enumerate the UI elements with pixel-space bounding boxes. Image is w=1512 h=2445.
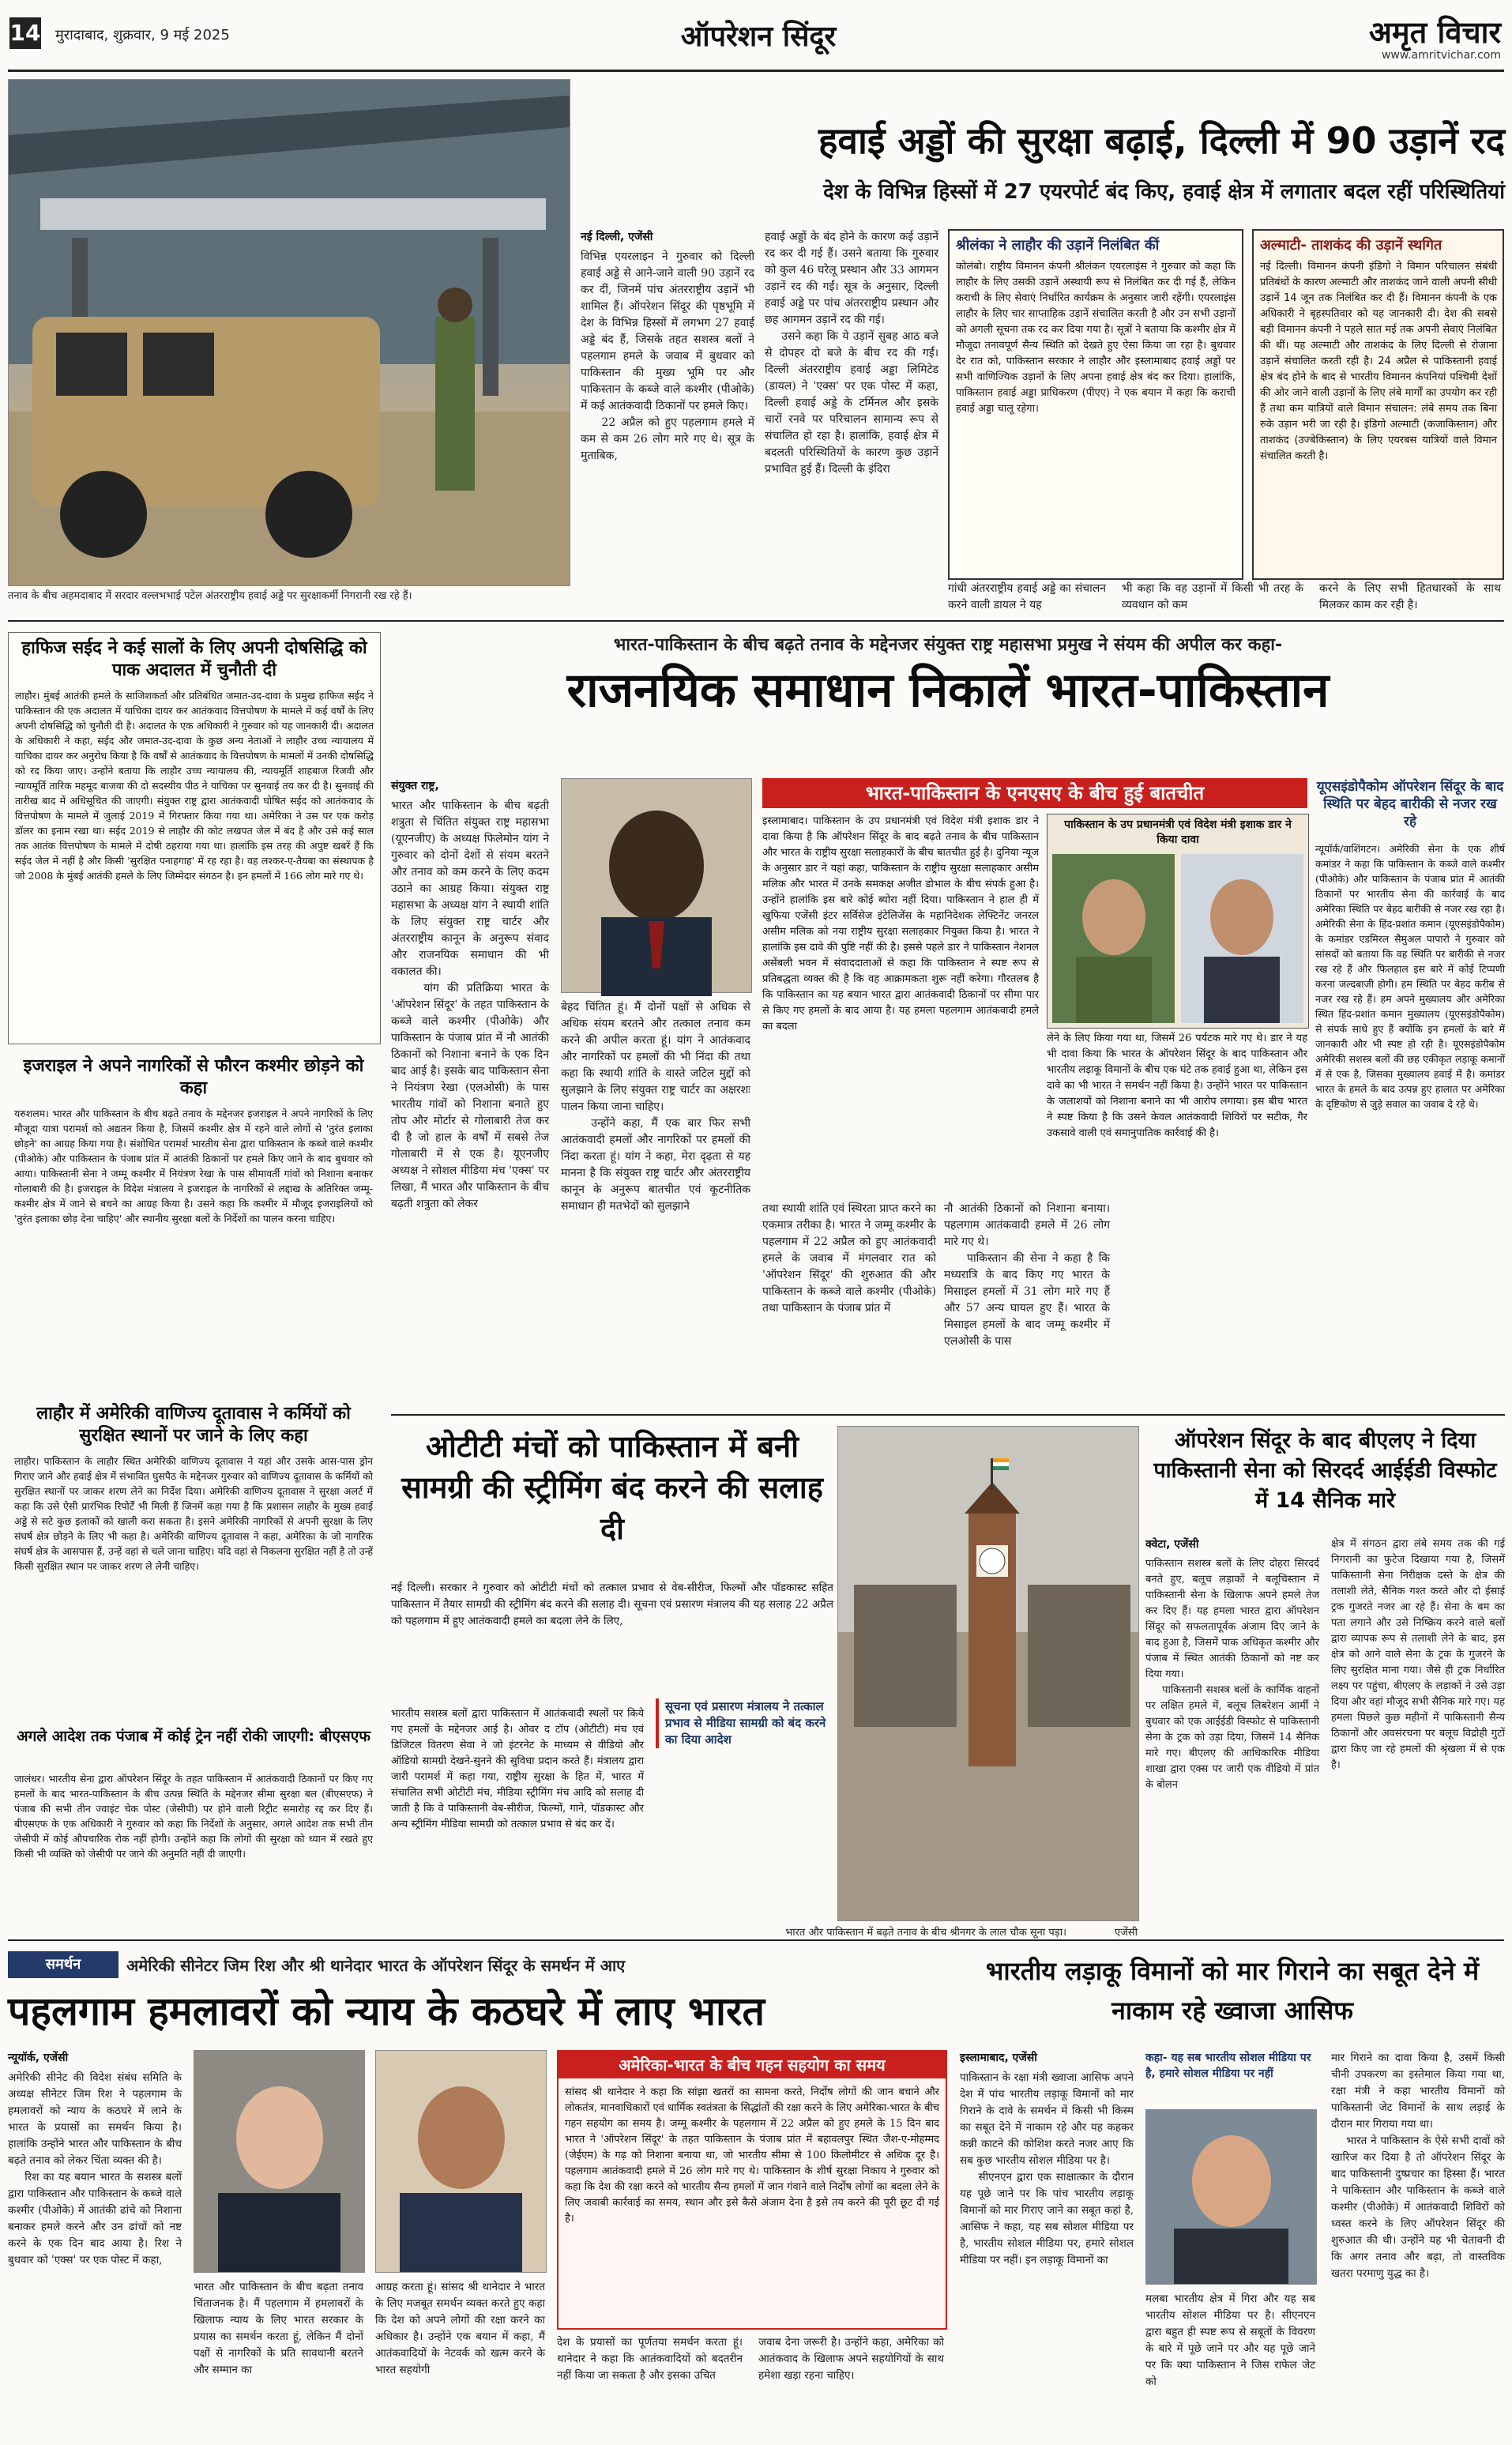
airports-col4: भी कहा कि वह उड़ानों में किसी भी तरह के व्यवधान को कम [1122, 582, 1307, 611]
nsa-photo-box [1047, 814, 1309, 1029]
header-rule [8, 70, 1504, 72]
support-headline: पहलगाम हमलावरों को न्याय के कठघरे में लाए भारत [8, 1988, 765, 2034]
support-kicker: अमेरिकी सीनेटर जिम रिश और श्री थानेदार भारत के ऑपरेशन सिंदूर के समर्थन में आए [126, 1956, 626, 1975]
airports-col1: विभिन्न एयरलाइन ने गुरुवार को दिल्ली हवाई अड्डे से आने-जाने वाली 90 उड़ानें रद कर दीं, जिनमें पांच अंतरराष्ट्रीय उड़ानें भी शामिल हैं। ऑपरेशन सिंदूर की पृष्ठभूमि में देश के विभिन्न हिस्सों में लगभग 27 हवाई अड्डे बंद हैं, जिसके तहत सशस्त्र बलों ने पहलगाम हमले के जवाब में बुधवार को पाकिस्तान की मुख्य भूमि पर और पाकिस्तान के कब्जे वाले कश्मीर (पीओके) में कई आतंकवादी ठिकानों पर हमले किए। 22 अप्रैल को हुए पहलगाम हमले में कम से कम 26 लोग मारे गए थे। सूत्र के मुताबिक, [581, 250, 754, 462]
punjab-trains-story [8, 1722, 379, 1920]
khawaja-col1: पाकिस्तान के रक्षा मंत्री ख्वाजा आसिफ अपने देश में पांच भारतीय लड़ाकू विमानों को मार गिराने के दावे के समर्थन में किसी भी किस्म का सबूत देने में नाकाम रहे और यह कहकर कन्नी काटने की कोशिश करते नजर आए कि सब कुछ भारतीय सोशल मीडिया पर है। सीएनएन द्वारा एक साक्षात्कार के दौरान यह पूछे जाने पर कि पांच भारतीय लड़ाकू विमानों को मार गिराए जाने का सबूत कहां है, आसिफ ने कहा, यह सब सोशल मीडिया पर है, भारतीय सोशल मीडिया पर, हमारे सोशल मीडिया पर नहीं। इन लड़ाकू विमानों का [960, 2071, 1134, 2266]
support-col1: अमेरिकी सीनेट की विदेश संबंध समिति के अध्यक्ष सीनेटर जिम रिश ने पहलगाम के हमलावरों को न्याय के कठघरे में लाने के भारत के प्रयासों का समर्थन किया है। हालांकि उन्होंने भारत और पाकिस्तान के बीच बढ़ते तनाव को लेकर चिंता व्यक्त की है। रिश का यह बयान भारत के सशस्त्र बलों द्वारा पाकिस्तान और पाकिस्तान के कब्जे वाले कश्मीर (पीओके) में आतंकी ढांचे को निशाना बनाकर हमले करने और उन ढांचों को नष्ट करने के एक दिन बाद आया है। रिश ने बुधवार को 'एक्स' पर एक पोस्ट में कहा, [8, 2071, 182, 2266]
un-col2: बेहद चिंतित हूं। मैं दोनों पक्षों से अधिक से अधिक संयम बरतने और तत्काल तनाव कम करने की अपील करता हूं। यांग ने आतंकवाद और नागरिकों पर हमलों की भी निंदा की तथा कहा कि स्थायी शांति के वास्ते जटिल मुद्दों को सुलझाने के लिए संयुक्त राष्ट्र चार्टर का अक्षरशः पालन किया जाना चाहिए। उन्होंने कहा, मैं एक बार फिर सभी आतंकवादी हमलों और नागरिकों पर हमलों की निंदा करता हूं। यांग ने कहा, मेरा दृढ़ता से यह मानना है कि संयुक्त राष्ट्र चार्टर और अंतरराष्ट्रीय कानून के अनुरूप बातचीत एवं कूटनीतिक समाधान ही मतभेदों को सुलझाने [561, 1001, 750, 1213]
page-number: 14 [9, 17, 41, 49]
srilanka-box [948, 229, 1243, 580]
israel-headline: इजराइल ने अपने नागरिकों से फौरन कश्मीर छोड़ने को कहा [23, 1056, 364, 1098]
israel-story [8, 1051, 379, 1390]
almaty-box [1252, 229, 1504, 580]
un-col3: तथा स्थायी शांति एवं स्थिरता प्राप्त करने का एकमात्र तरीका है। भारत ने जम्मू कश्मीर के पहलगाम में 22 अप्रैल को हुए आतंकवादी हमले के जवाब में मंगलवार रात को 'ऑपरेशन सिंदूर' की शुरुआत की और पाकिस्तान के कब्जे वाले कश्मीर (पीओके) तथा पाकिस्तान के पंजाब प्रांत में [762, 1202, 940, 1315]
divider-1 [8, 620, 1504, 622]
section-title: ऑपरेशन सिंदूर [680, 21, 837, 53]
nsa-officials-portraits [1052, 854, 1303, 1023]
khawaja-photo [1145, 2109, 1317, 2285]
jim-risch-portrait [194, 2051, 364, 2272]
srilanka-box-title: श्रीलंका ने लाहौर की उड़ानें निलंबित कीं [956, 237, 1160, 254]
support-col5: जवाब देना जरूरी है। उन्होंने कहा, अमेरिका को आतंकवाद के खिलाफ अपने सहयोगियों के साथ हमेशा खड़ा रहना चाहिए। [758, 2336, 948, 2382]
lahore-consulate-story [8, 1398, 379, 1714]
us-report-headline: यूएसइंडोपैकोम ऑपरेशन सिंदूर के बाद स्थिति पर बेहद बारीकी से नजर रख रहे [1316, 779, 1504, 829]
almaty-box-title: अल्माटी- ताशकंद की उड़ानें स्थगित [1260, 237, 1442, 254]
airports-dateline: नई दिल्ली, एजेंसी [581, 231, 653, 243]
punjab-trains-text: जालंधर। भारतीय सेना द्वारा ऑपरेशन सिंदूर के तहत पाकिस्तान में आतंकवादी ठिकानों पर किए गए हमलों के बाद भारत-पाकिस्तान के बीच उत्पन्न स्थिति के मद्देनजर सीमा सुरक्षा बल (बीएसएफ) ने पंजाब की सभी तीन ज्वाइंट चेक पोस्ट (जेसीपी) पर होने वाली रिट्रीट समारोह रद्द कर दिए हैं। बीएसएफ के एक अधिकारी ने गुरुवार को कहा कि निर्देशों के अनुसार, अगले आदेश तक सभी तीन जेसीपी में कोई औपचारिक रोक नहीं होगी। उन्होंने कहा कि लोगों की सुरक्षा को ध्यान में रखते हुए किसी भी व्यक्ति को जेसीपी पर जाने की अनुमति नहीं दी जाएगी। [14, 1773, 373, 1860]
un-col4: नौ आतंकी ठिकानों को निशाना बनाया। पहलगाम आतंकवादी हमले में 26 लोग मारे गए थे। पाकिस्तान की सेना ने कहा है कि मध्यरात्रि के बाद किए गए भारत के मिसाइल हमलों में 31 लोग मारे गए हैं और 57 अन्य घायल हुए हैं। भारत के मिसाइल हमलों के बाद जम्मू कश्मीर में एलओसी के पास [944, 1202, 1110, 1348]
nsa-photo-title: पाकिस्तान के उप प्रधानमंत्री एवं विदेश मंत्री इशाक डार ने किया दावा [1064, 818, 1292, 846]
almaty-box-text: नई दिल्ली। विमानन कंपनी इंडिगो ने विमान परिचालन संबंधी प्रतिबंधों के कारण अल्माटी और ताशकंद जाने वाली अपनी सीधी उड़ानें 14 जून तक निलंबित कर दी हैं। विमानन कंपनी के एक अधिकारी ने बृहस्पतिवार को यह जानकारी दी। देश की सबसे बड़ी विमानन कंपनी ने पहले सात मई तक अपनी सेवाएं निलंबित की थीं। यह अल्माटी और ताशकंद के लिए दिल्ली से रोजाना उड़ानें संचालित करती रही है। 24 अप्रैल से पाकिस्तानी हवाई क्षेत्र बंद होने के बाद से भारतीय विमानन कंपनियां पश्चिमी देशों की ओर जाने वाली उड़ानों के लिए लंबे मार्गों का उपयोग कर रही हैं तथा कम यात्रियों वाले विमान संचालन: लंबे समय तक बिना रुके उड़ान भरी जा रही है। इंडिगो अल्माटी (कजाकिस्तान) और ताशकंद (उज्बेकिस्तान) के लिए एयरबस यात्रियों वाले विमान संचालित करती है। [1260, 261, 1497, 462]
nsa-banner: भारत-पाकिस्तान के एनएसए के बीच हुई बातचीत [762, 778, 1307, 808]
masthead-logo: अमृत विचार [1368, 14, 1501, 50]
support-col2: भारत और पाकिस्तान के बीच बढ़ता तनाव चिंताजनक है। मैं पहलगाम में हमलावरों के खिलाफ न्याय के लिए भारत सरकार के प्रयास का समर्थन करता हूं, लेकिन मैं दोनों पक्षों से नागरिकों के प्रति सावधानी बरतने और सम्मान का [194, 2281, 367, 2376]
airports-col2: हवाई अड्डों के बंद होने के कारण कई उड़ानें रद कर दी गई हैं। उसने बताया कि गुरुवार को कुल 46 घरेलू प्रस्थान और 33 आगमन उड़ानें रद की गईं। सूत्र के अनुसार, दिल्ली हवाई अड्डे पर पांच अंतरराष्ट्रीय प्रस्थान और छह आगमन उड़ानें रद की गई। उसने कहा कि ये उड़ानें सुबह आठ बजे से दोपहर दो बजे के बीच रद की गईं। दिल्ली अंतरराष्ट्रीय हवाई अड्डा लिमिटेड (डायल) ने 'एक्स' पर एक पोस्ट में कहा, दिल्ली हवाई अड्डे के टर्मिनल और इसके चारों रनवे पर परिचालन सामान्य रूप से संचालित हो रहा है। हालांकि, हवाई क्षेत्र में बदलती परिस्थितियों के कारण कुछ उड़ानें प्रभावित हुई हैं। दिल्ली के इंदिरा [765, 231, 938, 476]
airport-photo [8, 79, 570, 586]
thanedar-portrait [376, 2051, 546, 2272]
hafiz-headline: हाफिज सईद ने कई सालों के लिए अपनी दोषसिद्धि को पाक अदालत में चुनौती दी [21, 638, 367, 680]
ott-headline: ओटीटी मंचों को पाकिस्तान में बनी सामग्री की स्ट्रीमिंग बंद करने की सलाह दी [401, 1429, 823, 1546]
ott-text-cont: भारतीय सशस्त्र बलों द्वारा पाकिस्तान में आतंकवादी स्थलों पर किये गए हमलों के मद्देनजर आई है। ओवर द टॉप (ओटीटी) मंच एवं डिजिटल वितरण सेवा ने जो इंटरनेट के माध्यम से वीडियो और ऑडियो सामग्री देखने-सुनने की सुविधा प्रदान करते हैं। मंत्रालय द्वारा जारी परामर्श में कहा गया, राष्ट्रीय सुरक्षा के हित में, भारत में संचालित सभी ओटीटी मंच, मीडिया स्ट्रीमिंग मंच आदि को सलाह दी जाती है कि वे पाकिस्तानी वेब-सीरीज, फिल्मों, गाने, पॉडकास्ट और अन्य स्ट्रीमिंग मीडिया सामग्री को तत्काल प्रभाव से बंद कर दें। [391, 1708, 644, 1830]
thanedar-photo [375, 2050, 547, 2273]
support-dateline: न्यूयॉर्क, एजेंसी [8, 2052, 69, 2064]
nsa-text2: लेने के लिए किया गया था, जिसमें 26 पर्यटक मारे गए थे। डार ने यह भी दावा किया कि भारत के ऑपरेशन सिंदूर के बाद पाकिस्तान और भारतीय लड़ाकू विमानों के बीच एक घंटे तक हवाई हुआ था, लेकिन इस दावे का भी भारत ने समर्थन नहीं किया है। उन्होंने भारत पर पाकिस्तान के जलाशयों को निशाना बनाने का भी आरोप लगाया। इस बीच भारत ने स्पष्ट किया है कि उसने केवल आतंकवादी शिविरों पर सटीक, गैर उकसावे वाली एवं समानुपातिक कार्रवाई की है। [1047, 1033, 1307, 1139]
airport-scene-illustration [9, 80, 570, 585]
airport-photo-caption: तनाव के बीच अहमदाबाद में सरदार वल्लभभाई पटेल अंतरराष्ट्रीय हवाई अड्डे पर सुरक्षाकर्मी निगरानी रख रहे हैं। [8, 590, 412, 602]
punjab-trains-headline: अगले आदेश तक पंजाब में कोई ट्रेन नहीं रोकी जाएगी: बीएसएफ [17, 1728, 370, 1745]
cooperation-text: सांसद श्री थानेदार ने कहा कि सांझा खतरों का सामना करते, निर्दोष लोगों की जान बचाने और लोकतंत्र, मानवाधिकारों एवं धार्मिक स्वतंत्रता के सिद्धांतों की रक्षा करने के लिए अमेरिका-भारत के बीच गहन सहयोग का समय है। जम्मू कश्मीर के पहलगाम में 22 अप्रैल को हुए हमले के 15 दिन बाद भारत ने 'ऑपरेशन सिंदूर' के तहत पाकिस्तान के पंजाब प्रांत में बहावलपुर स्थित जैश-ए-मोहम्मद (जेईएम) के गढ़ को निशाना बनाया था, जो भारतीय सीमा से 100 किलोमीटर से अधिक दूर है। पहलगाम आतंकवादी हमले में 26 लोग मारे गए थे। पाकिस्तान के शीर्ष सुरक्षा निकाय ने गुरुवार को कहा कि देश की रक्षा करने को भारतीय सैन्य हमलों में जान गंवाने वाले निर्दोष लोगों का बदला लेने के लिए जवाबी कार्रवाई का समय, स्थान और इसे कैसे अंजाम देना है इसे तय करने की पूरी छूट दी गई है। [565, 2086, 939, 2225]
us-report-text: न्यूयॉर्क/वाशिंगटन। अमेरिकी सेना के एक शीर्ष कमांडर ने कहा कि पाकिस्तान के कब्जे वाले कश्मीर (पीओके) और पाकिस्तान के पंजाब प्रांत में आतंकी ठिकानों पर भारतीय सेना की कार्रवाई के बाद अमेरिका स्थिति पर बेहद बारीकी से नजर रख रहा है। अमेरिकी सेना के हिंद-प्रशांत कमान (यूएसइंडोपैकोम) के कमांडर एडमिरल सैमुअल पापारो ने गुरुवार को सांसदों को बताया कि वह स्थिति पर बारीकी से नजर रख रहे हैं और फिलहाल इस बारे में कोई टिप्पणी करना जल्दबाजी होगी। हम स्थिति पर बेहद करीब से नजर रख रहे हैं। हम अपने मुख्यालय और अमेरिका स्थित हिंद-प्रशांत कमान मुख्यालय (यूएसइंडोपैकोम) से संपर्क साधे हुए हैं क्योंकि इन हमलों के बारे में जानकारी और भी स्पष्ट हो रही है। यूएसइंडोपैकोम अमेरिकी सशस्त्र बलों की छह एकीकृत लड़ाकू कमानों में से एक है, जिसका मुख्यालय हवाई में है। कमांडर भारत के हमले के बाद उत्पन्न हुए हालात पर अमेरिका के दृष्टिकोण से जुड़े सवाल का जवाब दे रहे थे। [1315, 843, 1505, 1110]
us-report-box [1315, 778, 1505, 1402]
un-col1: भारत और पाकिस्तान के बीच बढ़ती शत्रुता से चिंतित संयुक्त राष्ट्र महासभा (यूएनजीए) के अध्यक्ष फिलेमोन यांग ने गुरुवार को दोनों देशों से संयम बरतने और तनाव को कम करने के लिए कदम उठाने का आग्रह किया। संयुक्त राष्ट्र महासभा के अध्यक्ष यांग ने स्थायी शांति के लिए संयुक्त राष्ट्र चार्टर और अंतरराष्ट्रीय कानून के अनुरूप संवाद और राजनयिक समाधान की भी वकालत की। यांग की प्रतिक्रिया भारत के 'ऑपरेशन सिंदूर' के तहत पाकिस्तान के कब्जे वाले कश्मीर (पीओके) और पाकिस्तान के पंजाब प्रांत में नौ आतंकी ठिकानों को निशाना बनाने के एक दिन बाद आई है। इसके बाद पाकिस्तान सेना ने नियंत्रण रेखा (एलओसी) के पास भारतीय गांवों को निशाना बनाते हुए तोप और मोर्टार से गोलाबारी तेज कर दी है जो हाल के वर्षों में सबसे तेज गोलाबारी में से एक है। यूएनजीए अध्यक्ष ने सोशल मीडिया मंच 'एक्स' पर लिखा, मैं भारत और पाकिस्तान के बीच बढ़ती शत्रुता को लेकर [391, 799, 549, 1210]
ott-text: नई दिल्ली। सरकार ने गुरुवार को ओटीटी मंचों को तत्काल प्रभाव से वेब-सीरीज, फिल्मों और पॉडकास्ट सहित पाकिस्तान में तैयार सामग्री की स्ट्रीमिंग बंद करने की सलाह दी। सूचना एवं प्रसारण मंत्रालय की यह सलाह 22 अप्रैल को पहलगाम में हुए आतंकवादी हमले का बदला लेने के लिए, [391, 1582, 833, 1627]
un-president-photo [561, 778, 752, 993]
un-kicker: भारत-पाकिस्तान के बीच बढ़ते तनाव के मद्देनजर संयुक्त राष्ट्र महासभा प्रमुख ने संयम की अपील कर कहा- [613, 635, 1283, 655]
masthead-website: www.amritvichar.com [1381, 49, 1501, 62]
israel-text: यरुशलम। भारत और पाकिस्तान के बीच बढ़ते तनाव के मद्देनजर इजराइल ने अपने नागरिकों के लिए मौजूदा यात्रा परामर्श को अद्यतन किया है, जिसमें कश्मीर क्षेत्र में रहने वाले लोगों से 'तुरंत इलाका छोड़ने' का आग्रह किया गया है। संशोधित परामर्श भारतीय सेना द्वारा पाकिस्तान के कब्जे वाले कश्मीर (पीओके) और पाकिस्तान के पंजाब प्रांत में आतंकी ठिकानों पर हमले किए जाने के बाद बुधवार को आया। पाकिस्तानी सेना ने जम्मू कश्मीर में नियंत्रण रेखा के पास सीमावर्ती गांवों को निशाना बनाकर गोलाबारी की है। इजराइल के विदेश मंत्रालय ने इजराइल के नागरिकों से लद्दाख के अतिरिक्त जम्मू-कश्मीर क्षेत्र में जाने से बचने का आग्रह किया है। उसने कहा कि कश्मीर में मौजूद इजराइलियों को 'तुरंत इलाका छोड़ देना चाहिए' और स्थानीय सुरक्षा बलों के निर्देशों का पालन करना चाहिए। [14, 1108, 373, 1224]
khawaja-col3: मार गिराने का दावा किया है, उसमें किसी चीनी उपकरण का इस्तेमाल किया गया था, रक्षा मंत्री ने कहा भारतीय विमानों को पाकिस्तानी जेट विमानों के साथ लड़ाई के दौरान मार गिराया गया था। भारत ने पाकिस्तान के ऐसे सभी दावों को खारिज कर दिया है तो ऑपरेशन सिंदूर के बाद पाकिस्तानी दुष्प्रचार का हिस्सा हैं। भारत ने पाकिस्तान और पाकिस्तान के कब्जे वाले कश्मीर (पीओके) में आतंकवादी शिविरों को ध्वस्त करने के लिए ऑपरेशन सिंदूर की शुरुआत की थी। उन्होंने यह भी चेतावनी दी कि अगर तनाव और बढ़ा, तो वास्तविक खतरा परमाणु युद्ध का है। [1331, 2052, 1505, 2280]
khawaja-quote-box: कहा- यह सब भारतीय सोशल मीडिया पर है, हमारे सोशल मीडिया पर नहीं [1145, 2052, 1311, 2080]
lal-chowk-credit: एजेंसी [1115, 1927, 1138, 1939]
airports-col5: करने के लिए सभी हितधारकों के साथ मिलकर काम कर रही है। [1319, 582, 1505, 611]
page-header [0, 0, 1512, 71]
airports-headline: हवाई अड्डों की सुरक्षा बढ़ाई, दिल्ली में 90 उड़ानें रद [818, 119, 1505, 162]
bla-dateline: क्वेटा, एजेंसी [1145, 1538, 1199, 1551]
airports-subheadline: देश के विभिन्न हिस्सों में 27 एयरपोर्ट बंद किए, हवाई क्षेत्र में लगातार बदल रहीं परिस्थितियां [823, 180, 1505, 204]
srilanka-box-text: कोलंबो। राष्ट्रीय विमानन कंपनी श्रीलंकन एयरलाइंस ने गुरुवार को कहा कि लाहौर के लिए उसकी उड़ानें अस्थायी रूप से निलंबित कर दी गई हैं, लेकिन कराची के लिए सेवाएं निर्धारित कार्यक्रम के अनुसार जारी रहेंगी। एयरलाइंस लाहौर के लिए चार साप्ताहिक उड़ानें संचालित करती है और उन सभी उड़ानों को अगली सूचना तक रद कर दिया गया है। सूत्रों ने बताया कि कश्मीर क्षेत्र में मौजूदा तनावपूर्ण सैन्य स्थिति को देखते हुए ऐसा किया जा रहा है। बुधवार देर रात को, पाकिस्तान सरकार ने लाहौर और इस्लामाबाद हवाई अड्डों पर सभी वाणिज्यिक उड़ानों के लिए अपना हवाई क्षेत्र बंद कर दिया। हालांकि, पाकिस्तान हवाई अड्डा प्राधिकरण (पीएए) ने एक बयान में कहा कि कराची हवाई अड्डा चालू रहेगा। [956, 261, 1236, 415]
hafiz-text: लाहौर। मुंबई आतंकी हमले के साजिशकर्ता और प्रतिबंधित जमात-उद-दावा के प्रमुख हाफिज सईद ने पाकिस्तान की एक अदालत में याचिका दायर कर आतंकवाद वित्तपोषण के मामले में कई वर्षों के लिए अपनी दोषसिद्धि को चुनौती दी है। अदालत के एक अधिकारी ने गुरुवार को यह जानकारी दी। अदालत के अधिकारी ने कहा, सईद और जमात-उद-दावा के कुछ अन्य नेताओं ने लाहौर उच्च न्यायालय में याचिका दायर कर अनुरोध किया है कि वर्षों से आतंकवाद के वित्तपोषण के मामलों में उनकी दोषसिद्धि को रद किया जाए। उन्होंने बताया कि लाहौर उच्च न्यायालय की, न्यायमूर्ति शाहबाज रिजवी और न्यायमूर्ति तारिक महमूद बाजवा की दो सदस्यीय पीठ ने याचिका पर सुनवाई तय कर दी है। सुनवाई की तारीख बाद में अधिसूचित की जाएगी। संयुक्त राष्ट्र द्वारा आतंकवादी घोषित सईद को आतंकवाद के वित्तपोषण के मामले में जुलाई 2019 में गिरफ्तार किया गया था। अमेरिका ने उस पर एक करोड़ डॉलर का इनाम रखा था। सईद 2019 से लाहौर की कोट लखपत जेल में बंद है और उसे कई साल तक आतंक वित्तपोषण के मामले में दोषी ठहराया गया था। हालांकि इस तरह की अपुष्ट खबरें हैं कि सईद जेल में नहीं है और किसी 'सुरक्षित पनाहगाह' में रह रहा है। वह लश्कर-ए-तैयबा का संस्थापक है जो 2008 के मुंबई आतंकी हमले के लिए जिम्मेदार संगठन है। इन हमलों में 166 लोग मारे गए थे। [15, 690, 374, 882]
support-kicker-label: समर्थन [8, 1951, 118, 1978]
divider-2 [391, 1414, 1505, 1416]
bla-col1: पाकिस्तान सशस्त्र बलों के लिए दोहरा सिरदर्द बनते हुए, बलूच लड़ाकों ने बलूचिस्तान में पाकिस्तानी सेना के खिलाफ अपने हमले तेज कर दिए हैं। यह हमला भारत द्वारा ऑपरेशन सिंदूर को सफलतापूर्वक अंजाम दिए जाने के बाद हुआ है, जिसमें पाक अधिकृत कश्मीर और पंजाब में स्थित आतंकी ठिकानों को नष्ट कर दिया गया। पाकिस्तानी सशस्त्र बलों के कार्मिक वाहनों पर लक्षित हमले में, बलूच लिबरेशन आर्मी ने बुधवार को एक आईईडी विस्फोट से पाकिस्तानी सेना के ट्रक को उड़ा दिया, जिसमें 14 सैनिक मारे गए। बीएलए की आधिकारिक मीडिया शाखा द्वारा एक्स पर जारी एक वीडियो में प्रांत के बोलन [1145, 1558, 1320, 1791]
ott-pull-quote: सूचना एवं प्रसारण मंत्रालय ने तत्काल प्रभाव से मीडिया सामग्री को बंद करने का दिया आदेश [656, 1698, 839, 1748]
un-dateline: संयुक्त राष्ट्र, [391, 780, 439, 792]
lahore-consulate-text: लाहौर। पाकिस्तान के लाहौर स्थित अमेरिकी वाणिज्य दूतावास ने यहां और उसके आस-पास ड्रोन गिराए जाने और हवाई क्षेत्र में संभावित घुसपैठ के मद्देनजर गुरुवार को वाणिज्य दूतावास के कर्मियों को सुरक्षित स्थानों पर जाकर शरण लेने का निर्देश दिया। अमेरिकी वाणिज्य दूतावास ने सुरक्षा अलर्ट में कहा कि उसे ऐसी प्रारंभिक रिपोर्टें भी मिली हैं जिनमें कहा गया है कि प्रशासन लाहौर के मुख्य हवाई अड्डे से सटे कुछ इलाकों को खाली करा सकता है। इसने अमेरिकी नागरिकों से अपनी सुरक्षा के लिए संघर्ष क्षेत्र छोड़ने के लिए भी कहा है। अमेरिकी वाणिज्य दूतावास ने कहा, अमेरिका के जो नागरिक संघर्ष क्षेत्र के आसपास हैं, उन्हें वहां से चले जाना चाहिए। यदि वहां से निकलना सुरक्षित नहीं है तो उन्हें किसी सुरक्षित स्थान पर जाकर शरण ले लेनी चाहिए। [14, 1455, 373, 1572]
date-line: मुरादाबाद, शुक्रवार, 9 मई 2025 [55, 27, 230, 43]
lahore-consulate-headline: लाहौर में अमेरिकी वाणिज्य दूतावास ने कर्मियों को सुरक्षित स्थानों पर जाने के लिए कहा [36, 1404, 351, 1446]
un-president-portrait [562, 779, 751, 992]
clock-tower-illustration [838, 1427, 1138, 1920]
lal-chowk-photo [837, 1426, 1139, 1921]
divider-3 [8, 1939, 1504, 1941]
lal-chowk-caption: भारत और पाकिस्तान में बढ़ते तनाव के बीच श्रीनगर के लाल चौक सूना पड़ा। [785, 1927, 1066, 1939]
nsa-text: इस्लामाबाद। पाकिस्तान के उप प्रधानमंत्री एवं विदेश मंत्री इशाक डार ने दावा किया है कि ऑपरेशन सिंदूर के बाद बढ़ते तनाव के बीच पाकिस्तान और भारत के राष्ट्रीय सुरक्षा सलाहकारों के बीच बातचीत हुई है। दुनिया न्यूज के अनुसार डार ने यहां कहा, पाकिस्तान के राष्ट्रीय सुरक्षा सलाहकार असीम मलिक और भारत में उनके समकक्ष अजीत डोभाल के बीच संपर्क हुआ है। उन्होंने हालांकि इस बारे कोई ब्योरा नहीं दिया। पाकिस्तान ने हाल ही में खुफिया एजेंसी इंटर सर्विसेज इंटेलिजेंस के महानिदेशक लेफ्टिनेंट जनरल असीम मलिक को नया राष्ट्रीय सुरक्षा सलाहकार नियुक्त किया है। भारत ने हालांकि इस दावे की पुष्टि नहीं की है। इससे पहले डार ने पाकिस्तान नेशनल असेंबली भवन में संवाददाताओं से कहा कि पाकिस्तान ने स्पष्ट रूप से प्रतिबद्धता व्यक्त की है कि वह आक्रामकता शुरू नहीं करेगा। गौरतलब है कि पाकिस्तान का यह बयान भारत द्वारा आतंकवादी ठिकानों पर सीमा पार से किए गए हमलों के बाद आया है। यह हमला पहलगाम आतंकवादी हमले का बदला [762, 815, 1039, 1033]
bla-headline: ऑपरेशन सिंदूर के बाद बीएलए ने दिया पाकिस्तानी सेना को सिरदर्द आईईडी विस्फोट में 14 सैनिक मारे [1153, 1428, 1497, 1513]
khawaja-col2: मलबा भारतीय क्षेत्र में गिरा और यह सब भारतीय सोशल मीडिया पर है। सीएनएन द्वारा बहुत ही स्पष्ट रूप से सबूतों के विवरण के बारे में पूछे जाने पर और यह पूछे जाने पर कि क्या पाकिस्तान ने जिस राफेल जेट को [1145, 2293, 1319, 2388]
support-col3: आग्रह करता हूं। सांसद श्री थानेदार ने भारत के लिए मजबूत समर्थन व्यक्त करते हुए कहा कि देश को अपने लोगों की रक्षा करने का अधिकार है। उन्होंने एक बयान में कहा, मैं आतंकवादियों के नेटवर्क को खत्म करने के भारत सहयोगी [375, 2281, 549, 2376]
cooperation-box [557, 2050, 947, 2330]
bla-col2: क्षेत्र में संगठन द्वारा लंबे समय तक की गई निगरानी का फुटेज दिखाया गया है, जिसमें पाकिस्तानी सेना निरीक्षक दस्ते के क्षेत्र की तलाशी लेते, सैनिक गश्त करते और दो ईसाई ट्रक गुजरते नजर आ रहे हैं। सेना के बम का पता लगाने और उसे निष्क्रिय करने वाले बलों द्वारा व्यापक रूप से तलाशी लेने के बाद, इस क्षेत्र को आने वाले सेना के ट्रक के गुजरने के लिए सुरक्षित माना गया। जैसे ही ट्रक निर्धारित लक्ष्य पर पहुंचा, बीएलए के लड़ाकों ने उसे उड़ा दिया और वहां मौजूद सभी सैनिक मारे गए। यह हमला पिछले कुछ महीनों में पाकिस्तानी सैन्य ठिकानों और अवसंरचना पर बलूच विद्रोही गुटों द्वारा किए जा रहे हमलों की श्रृंखला में से एक है। [1331, 1538, 1509, 1771]
hafiz-story [8, 632, 381, 1044]
jim-risch-photo [194, 2050, 365, 2273]
airports-col3: गांधी अंतरराष्ट्रीय हवाई अड्डे का संचालन करने वाली डायल ने यह [948, 582, 1110, 611]
khawaja-dateline: इस्लामाबाद, एजेंसी [960, 2052, 1037, 2064]
khawaja-portrait [1146, 2110, 1316, 2284]
un-headline: राजनयिक समाधान निकालें भारत-पाकिस्तान [566, 663, 1330, 718]
khawaja-headline: भारतीय लड़ाकू विमानों को मार गिराने का सबूत देने में नाकाम रहे ख्वाजा आसिफ [985, 1956, 1480, 2026]
cooperation-banner: अमेरिका-भारत के बीच गहन सहयोग का समय [559, 2052, 946, 2078]
support-col4: देश के प्रयासों का पूर्णतया समर्थन करता हूं। थानेदार ने कहा कि आतंकवादियों को बदतरीन नहीं किया जा सकता है और इसका उचित [557, 2336, 747, 2382]
